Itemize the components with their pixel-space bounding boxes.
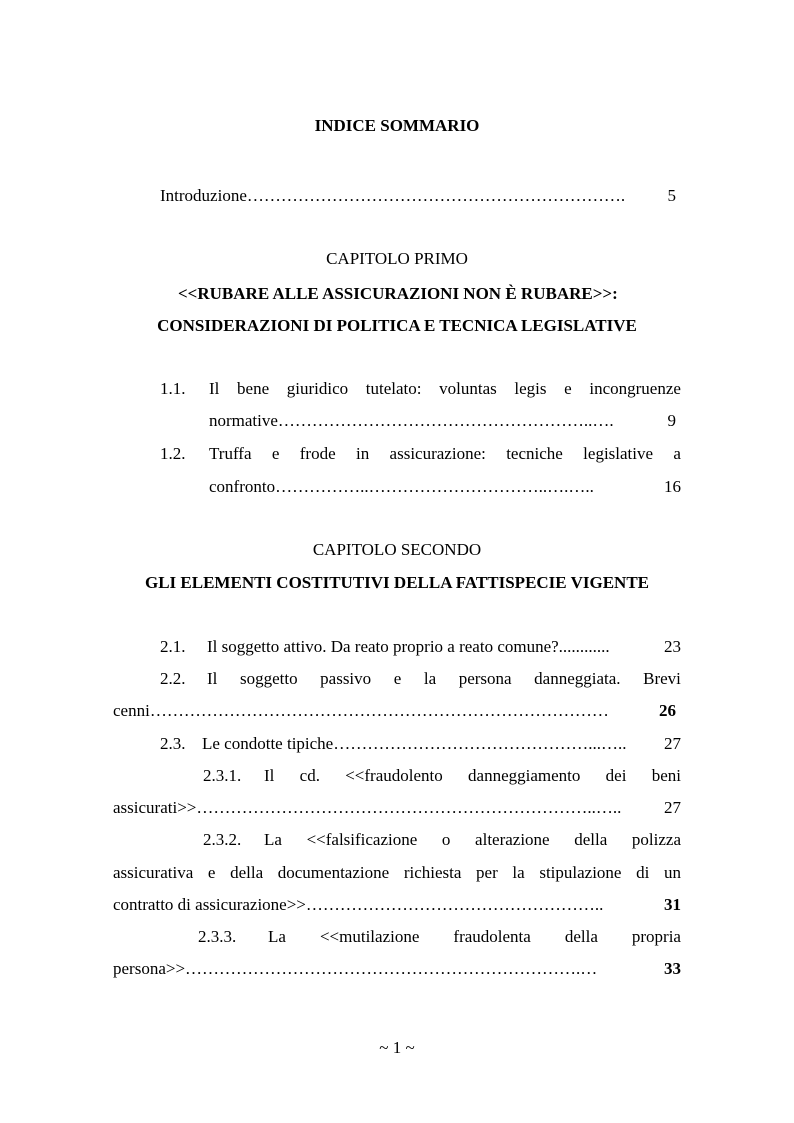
- toc-entry-continuation: normative………………………………………………..….: [209, 411, 614, 430]
- toc-entry-text: Il bene giuridico tutelato: voluntas legis e incongruenze: [209, 379, 681, 398]
- chapter-label: CAPITOLO PRIMO: [326, 249, 468, 268]
- toc-entry-text: La <<falsificazione o alterazione della polizza: [264, 830, 681, 849]
- toc-page-number: 23: [664, 637, 681, 656]
- toc-entry-continuation: confronto……………..…………………………..….…..: [209, 477, 594, 496]
- toc-entry-label: Introduzione: [160, 186, 247, 205]
- toc-entry-text: Il cd. <<fraudolento danneggiamento dei beni: [264, 766, 681, 785]
- toc-entry-number: 1.2.: [160, 444, 186, 463]
- chapter-title: <<RUBARE ALLE ASSICURAZIONI NON È RUBARE>>:: [178, 284, 618, 303]
- toc-entry-continuation: persona>>…………………………………………………………….…: [113, 959, 598, 978]
- toc-entry-introduction: [160, 186, 625, 206]
- toc-leader-dots: ………………………………………………………….: [246, 186, 626, 205]
- toc-entry-number: 2.2.: [160, 669, 186, 688]
- toc-page-number: 27: [664, 798, 681, 817]
- toc-entry-continuation: assicurati>>……………………………………………………………..…..: [113, 798, 622, 817]
- toc-entry-number: 2.3.: [160, 734, 186, 753]
- page-footer-number: ~ 1 ~: [379, 1038, 415, 1057]
- toc-page-number: 16: [664, 477, 681, 496]
- toc-page-number: 26: [659, 701, 676, 720]
- page-title: INDICE SOMMARIO: [314, 116, 480, 135]
- toc-entry-number: 2.3.3.: [198, 927, 237, 946]
- toc-entry-text: Truffa e frode in assicurazione: tecniche legislative a: [209, 444, 681, 463]
- toc-page-number: 31: [664, 895, 681, 914]
- toc-page-number: 33: [664, 959, 681, 978]
- toc-entry-continuation: cenni………………………………………………………………………: [113, 701, 609, 720]
- toc-page-number: 9: [667, 411, 676, 430]
- toc-page-number: 27: [664, 734, 681, 753]
- toc-entry-number: 2.3.2.: [203, 830, 242, 849]
- chapter-title: CONSIDERAZIONI DI POLITICA E TECNICA LEGISLATIVE: [157, 316, 637, 335]
- toc-entry-text: Il soggetto attivo. Da reato proprio a reato comune?............: [207, 637, 610, 656]
- toc-entry-continuation: contratto di assicurazione>>……………………………………………..: [113, 895, 604, 914]
- toc-entry-number: 1.1.: [160, 379, 186, 398]
- chapter-title: GLI ELEMENTI COSTITUTIVI DELLA FATTISPECIE VIGENTE: [144, 573, 649, 592]
- toc-page-number: 5: [667, 186, 676, 205]
- toc-entry-number: 2.3.1.: [203, 766, 242, 785]
- toc-entry-text: assicurativa e della documentazione richiesta per la stipulazione di un: [113, 863, 681, 882]
- toc-entry-text: Le condotte tipiche………………………………………...…..: [202, 734, 627, 753]
- toc-entry-text: La <<mutilazione fraudolenta della propria: [268, 927, 681, 946]
- chapter-label: CAPITOLO SECONDO: [312, 540, 482, 559]
- toc-entry-text: Il soggetto passivo e la persona danneggiata. Brevi: [207, 669, 681, 688]
- toc-entry-number: 2.1.: [160, 637, 186, 656]
